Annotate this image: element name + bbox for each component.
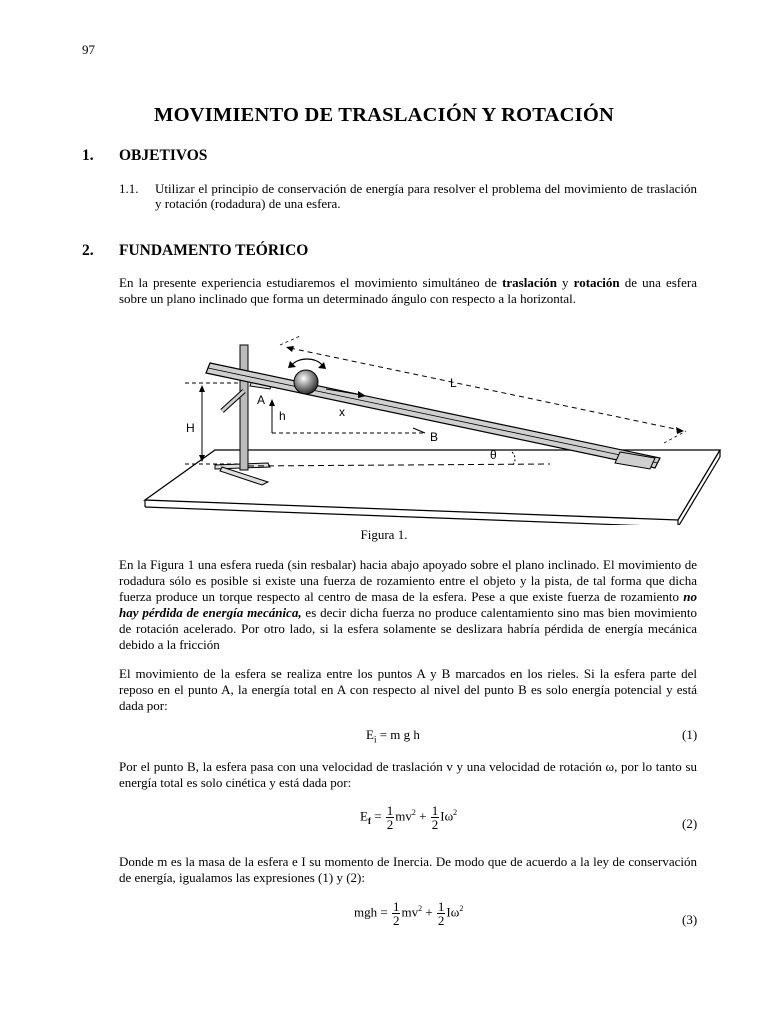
eq2-sq1: 2 [411,808,416,818]
points-paragraph: El movimiento de la esfera se realiza entre los puntos A y B marcados en los rieles. Si la esfera parte del reposo en el punto A, la energía total en A con respecto al nivel del punto B es solo energía potencial y está dada por: [119,666,697,713]
eq3-sq2: 2 [459,904,464,914]
equation-3 [354,900,463,927]
eq2-equals: = [370,808,385,824]
eq2-term2: Iω [440,808,454,824]
equation-2 [360,804,457,831]
eq3-plus: + [422,904,436,920]
eq3-lhs: mgh = [354,904,391,920]
rotation-arrow-icon [292,359,322,365]
equation-1 [366,727,420,745]
eq1-lhs: E [366,727,374,742]
eq2-term1: mv [395,808,412,824]
figure-paragraph-emphasis: no hay pérdida de energía mecánica, [119,589,697,620]
label-A: A [257,393,266,407]
eq2-lhs: E [360,808,368,824]
intro-bold-traslacion: traslación [502,275,557,290]
eq1-sub: i [373,734,377,745]
figure-inclined-plane [140,335,740,525]
figure-paragraph [119,557,697,653]
eq2-fraction-1: $\frac{1}{2}$ [386,803,394,832]
eq2-sq2: 2 [453,808,458,818]
page-number: 97 [82,42,95,57]
equation-2-number: (2) [682,816,698,831]
eq3-fraction-1: $\frac{1}{2}$ [392,899,400,928]
section-2-number: 2. [82,242,94,259]
eq3-sq1: 2 [418,904,423,914]
page-title: MOVIMIENTO DE TRASLACIÓN Y ROTACIÓN [154,104,614,126]
conservation-paragraph: Donde m es la masa de la esfera e I su momento de Inercia. De modo que de acuerdo a la ley de conservación de energía, igualamos las expresiones (1) y (2): [119,854,697,885]
intro-text-end: de una esfera sobre un plano inclinado que forma un determinado ángulo con respecto a la horizontal. [119,275,698,306]
eq1-rhs: = m g h [376,727,420,742]
point-b-paragraph: Por el punto B, la esfera pasa con una velocidad de traslación v y una velocidad de rotación ω, por lo tanto su energía total es solo cinética y está dada por: [119,759,697,790]
eq2-sub: f [367,816,371,827]
intro-text-start: En la presente experiencia estudiaremos el movimiento simultáneo de [119,275,503,290]
label-h: h [279,409,286,423]
intro-bold-rotacion: rotación [573,275,620,290]
intro-text-mid: y [556,275,574,290]
equation-1-number: (1) [682,727,698,742]
eq3-term2: Iω [446,904,460,920]
dimension-L-line [290,348,680,430]
section-2-title: FUNDAMENTO TEÓRICO [119,242,309,259]
eq3-term1: mv [401,904,419,920]
figure-caption: Figura 1. [360,527,408,542]
label-B: B [430,430,439,444]
stand-rod [240,345,248,470]
label-H: H [186,421,195,435]
section-1-title: OBJETIVOS [119,147,208,164]
eq2-fraction-2: $\frac{1}{2}$ [431,803,439,832]
eq3-fraction-2: $\frac{1}{2}$ [437,899,445,928]
objective-item-text: Utilizar el principio de conservación de energía para resolver el problema del movimiento de traslación y rotación (rodadura) de una esfera. [155,181,697,211]
equation-3-number: (3) [682,912,698,927]
label-L: L [450,376,457,390]
intro-paragraph [119,275,697,307]
section-1-number: 1. [82,147,94,164]
label-theta: θ [490,448,497,462]
objective-item-number: 1.1. [119,181,139,196]
figure-paragraph-end: es decir dicha fuerza no produce calentamiento sino mas bien movimiento de rotación acelerado. Por otro lado, si la esfera solamente se deslizara habría pérdida de energía mecánica debido a la fricción [119,605,697,652]
label-x: x [339,405,345,419]
sphere [294,370,318,394]
figure-paragraph-start: En la Figura 1 una esfera rueda (sin resbalar) hacia abajo apoyado sobre el plano inclinado. El movimiento de rodadura sólo es posible si existe una fuerza de rozamiento entre el objeto y la pista, de tal forma que dicha fuerza produce un torque respecto al centro de masa de la esfera. Pese a que existe fuerza de rozamiento [119,557,697,604]
eq2-plus: + [415,808,430,824]
